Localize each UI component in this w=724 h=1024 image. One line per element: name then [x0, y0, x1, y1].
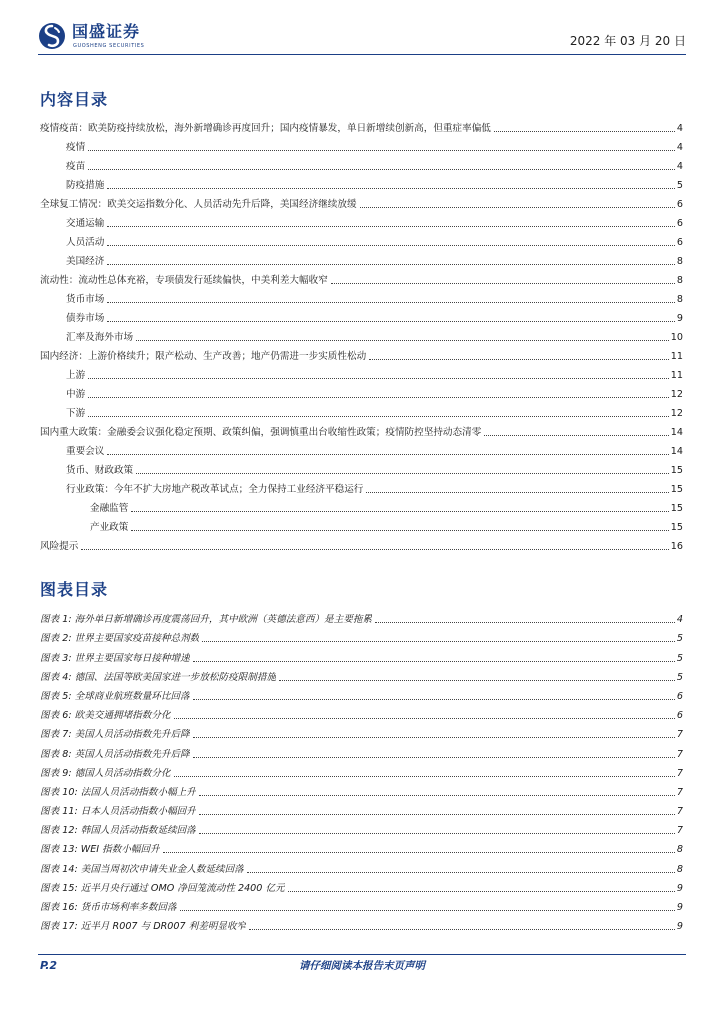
footer-divider	[38, 954, 686, 955]
figure-entry[interactable]	[40, 837, 683, 856]
figure-entry[interactable]	[40, 818, 683, 837]
logo-en-text: GUOSHENG SECURITIES	[73, 43, 145, 49]
toc-entry-text: 行业政策：今年不扩大房地产税改革试点；全力保持工业经济平稳运行	[66, 484, 364, 495]
toc-entry[interactable]	[40, 477, 683, 496]
figure-entry[interactable]	[40, 856, 683, 875]
toc-entry-page: 4	[676, 161, 683, 172]
figure-entry-page: 7	[676, 825, 683, 837]
dot-leader	[131, 511, 668, 512]
toc-entry-page: 14	[670, 427, 683, 438]
toc-entry[interactable]	[40, 344, 683, 363]
figure-entry-text: 图表 13: WEI 指数小幅回升	[40, 844, 160, 856]
dot-leader	[180, 910, 675, 911]
dot-leader	[494, 131, 675, 132]
toc-entry-text: 金融监管	[90, 503, 129, 514]
toc-entry[interactable]	[40, 211, 683, 230]
figure-entry-page: 9	[676, 921, 683, 933]
toc-entry[interactable]	[40, 116, 683, 135]
figure-entry-text: 图表 17: 近半月 R007 与 DR007 利差明显收窄	[40, 921, 247, 933]
disclaimer-note: 请仔细阅读本报告末页声明	[299, 960, 425, 972]
toc-entry[interactable]	[40, 135, 683, 154]
dot-leader	[107, 321, 675, 322]
toc-entry-text: 风险提示	[40, 541, 79, 552]
toc-entry[interactable]	[40, 154, 683, 173]
toc-entry-text: 流动性：流动性总体充裕，专项债发行延续偏快，中美利差大幅收窄	[40, 275, 328, 286]
toc-entry[interactable]	[40, 439, 683, 458]
dot-leader	[249, 929, 675, 930]
toc-entry-page: 6	[676, 218, 683, 229]
dot-leader	[193, 737, 675, 738]
toc-entry[interactable]	[40, 268, 683, 287]
figure-entry-page: 6	[676, 710, 683, 722]
toc-entry-page: 8	[676, 256, 683, 267]
figure-entry[interactable]	[40, 645, 683, 664]
toc-entry[interactable]	[40, 230, 683, 249]
toc-entry-page: 11	[670, 351, 683, 362]
dot-leader	[81, 549, 668, 550]
figure-entry-text: 图表 9: 德国人员活动指数分化	[40, 767, 171, 779]
dot-leader	[107, 226, 675, 227]
dot-leader	[247, 872, 675, 873]
figure-entry-text: 图表 15: 近半月央行通过 OMO 净回笼流动性 2400 亿元	[40, 882, 285, 894]
figure-entry-text: 图表 14: 美国当周初次申请失业金人数延续回落	[40, 863, 244, 875]
toc-entry-text: 全球复工情况：欧美交运指数分化、人员活动先升后降，美国经济继续放缓	[40, 199, 357, 210]
page-header	[38, 20, 686, 54]
dot-leader	[107, 245, 675, 246]
toc-entry-text: 债券市场	[66, 313, 105, 324]
toc-entry[interactable]	[40, 496, 683, 515]
toc-entry-text: 重要会议	[66, 446, 105, 457]
dot-leader	[193, 661, 675, 662]
toc-entry[interactable]	[40, 515, 683, 534]
figure-entry-page: 6	[676, 690, 683, 702]
figure-entry-page: 7	[676, 806, 683, 818]
toc-entry-page: 9	[676, 313, 683, 324]
dot-leader	[88, 150, 675, 151]
dot-leader	[360, 207, 675, 208]
figure-entry[interactable]	[40, 914, 683, 933]
figure-entry[interactable]	[40, 780, 683, 799]
figure-entry-text: 图表 8: 英国人员活动指数先升后降	[40, 748, 190, 760]
toc-entry[interactable]	[40, 192, 683, 211]
dot-leader	[193, 699, 675, 700]
toc-entry-text: 疫情	[66, 142, 86, 153]
dot-leader	[331, 283, 675, 284]
toc-entry[interactable]	[40, 382, 683, 401]
toc-entry-page: 12	[670, 389, 683, 400]
logo-cn-text: 国盛证券	[72, 22, 141, 41]
toc-entry-page: 15	[670, 465, 683, 476]
toc-entry-page: 5	[676, 180, 683, 191]
toc-entry-text: 疫苗	[66, 161, 86, 172]
toc-entry[interactable]	[40, 249, 683, 268]
toc-entry-page: 14	[670, 446, 683, 457]
dot-leader	[107, 302, 675, 303]
figure-entry-text: 图表 11: 日本人员活动指数小幅回升	[40, 806, 196, 818]
toc-entry-page: 6	[676, 199, 683, 210]
toc-entry[interactable]	[40, 458, 683, 477]
toc-entry[interactable]	[40, 363, 683, 382]
dot-leader	[88, 416, 669, 417]
toc-entry-text: 交通运输	[66, 218, 105, 229]
figure-entry-page: 7	[676, 729, 683, 741]
toc-entry-page: 12	[670, 408, 683, 419]
figure-entry-page: 8	[676, 844, 683, 856]
figure-entry[interactable]	[40, 761, 683, 780]
toc-entry[interactable]	[40, 306, 683, 325]
figures-list	[40, 607, 683, 933]
toc-entry-text: 上游	[66, 370, 86, 381]
toc-entry-page: 15	[670, 484, 683, 495]
toc-entry-page: 15	[670, 522, 683, 533]
toc-entry-text: 防疫措施	[66, 180, 105, 191]
figure-entry-page: 9	[676, 882, 683, 894]
page-number: P.2	[40, 959, 58, 972]
figure-entry-page: 5	[676, 652, 683, 664]
figure-entry-text: 图表 12: 韩国人员活动指数延续回落	[40, 825, 196, 837]
figures-title: 图表目录	[40, 580, 109, 599]
toc-entry[interactable]	[40, 401, 683, 420]
dot-leader	[199, 814, 675, 815]
toc-entry[interactable]	[40, 287, 683, 306]
figure-entry[interactable]	[40, 626, 683, 645]
toc-title: 内容目录	[40, 90, 109, 109]
figure-entry-page: 7	[676, 786, 683, 798]
dot-leader	[107, 264, 675, 265]
toc-entry-text: 中游	[66, 389, 86, 400]
toc-entry-text: 人员活动	[66, 237, 105, 248]
figure-entry-page: 9	[676, 902, 683, 913]
dot-leader	[193, 757, 675, 758]
toc-list	[40, 116, 683, 553]
toc-entry-page: 4	[676, 142, 683, 153]
toc-entry[interactable]	[40, 420, 683, 439]
figure-entry[interactable]	[40, 665, 683, 684]
figure-entry-page: 5	[676, 671, 683, 683]
report-date: 2022 年 03 月 20 日	[569, 34, 686, 48]
figure-entry-text: 图表 4: 德国、法国等欧美国家进一步放松防疫限制措施	[40, 671, 277, 683]
dot-leader	[88, 169, 675, 170]
dot-leader	[107, 454, 668, 455]
dot-leader	[279, 680, 675, 681]
toc-entry-page: 8	[676, 294, 683, 305]
toc-entry-text: 疫情疫苗：欧美防疫持续放松，海外新增确诊再度回升；国内疫情暴发，单日新增续创新高，但重症率偏低	[40, 123, 491, 134]
dot-leader	[202, 641, 675, 642]
figure-entry-page: 7	[676, 767, 683, 779]
dot-leader	[136, 473, 669, 474]
toc-entry-page: 4	[676, 123, 683, 134]
figure-entry-text: 图表 1: 海外单日新增确诊再度震荡回升，其中欧洲（英德法意西）是主要拖累	[40, 614, 373, 626]
figure-entry-text: 图表 10: 法国人员活动指数小幅上升	[40, 786, 196, 798]
toc-entry-text: 国内经济：上游价格续升；限产松动、生产改善；地产仍需进一步实质性松动	[40, 351, 367, 362]
toc-entry-page: 6	[676, 237, 683, 248]
figure-entry-page: 5	[676, 633, 683, 645]
toc-entry-page: 11	[670, 370, 683, 381]
dot-leader	[288, 891, 675, 892]
toc-entry-page: 10	[670, 332, 683, 343]
dot-leader	[163, 852, 675, 853]
figure-entry-text: 图表 6: 欧美交通拥堵指数分化	[40, 710, 171, 722]
figure-entry-text: 图表 3: 世界主要国家每日接种增速	[40, 652, 190, 664]
toc-entry-text: 产业政策	[90, 522, 129, 533]
logo-mark-icon	[38, 22, 66, 50]
dot-leader	[88, 397, 669, 398]
figure-entry-page: 7	[676, 748, 683, 760]
figure-entry-text: 图表 5: 全球商业航班数量环比回落	[40, 690, 190, 702]
figure-entry[interactable]	[40, 741, 683, 760]
dot-leader	[199, 833, 675, 834]
dot-leader	[484, 435, 668, 436]
figure-entry[interactable]	[40, 895, 683, 914]
dot-leader	[174, 718, 675, 719]
dot-leader	[131, 530, 668, 531]
toc-entry-text: 货币、财政政策	[66, 465, 134, 476]
figure-entry-text: 图表 16: 货币市场利率多数回落	[40, 902, 177, 913]
figure-entry-text: 图表 7: 美国人员活动指数先升后降	[40, 729, 190, 741]
toc-entry-text: 汇率及海外市场	[66, 332, 134, 343]
toc-entry-page: 8	[676, 275, 683, 286]
figure-entry-page: 4	[676, 614, 683, 626]
dot-leader	[136, 340, 669, 341]
dot-leader	[174, 776, 675, 777]
toc-entry-text: 国内重大政策：金融委会议强化稳定预期、政策纠偏，强调慎重出台收缩性政策；疫情防控坚持动态清零	[40, 427, 482, 438]
dot-leader	[375, 622, 675, 623]
figure-entry[interactable]	[40, 684, 683, 703]
dot-leader	[366, 492, 668, 493]
toc-entry-text: 美国经济	[66, 256, 105, 267]
company-logo	[38, 22, 208, 52]
toc-entry[interactable]	[40, 534, 683, 553]
toc-entry[interactable]	[40, 325, 683, 344]
toc-entry-page: 16	[670, 541, 683, 552]
toc-entry-page: 15	[670, 503, 683, 514]
figure-entry[interactable]	[40, 876, 683, 895]
dot-leader	[369, 359, 669, 360]
figure-entry-page: 8	[676, 863, 683, 875]
toc-entry[interactable]	[40, 173, 683, 192]
figure-entry[interactable]	[40, 607, 683, 626]
toc-entry-text: 货币市场	[66, 294, 105, 305]
toc-entry-text: 下游	[66, 408, 86, 419]
figure-entry-text: 图表 2: 世界主要国家疫苗接种总剂数	[40, 633, 200, 645]
figure-entry[interactable]	[40, 799, 683, 818]
figure-entry[interactable]	[40, 722, 683, 741]
dot-leader	[199, 795, 675, 796]
dot-leader	[107, 188, 675, 189]
figure-entry[interactable]	[40, 703, 683, 722]
dot-leader	[88, 378, 669, 379]
header-divider	[38, 54, 686, 55]
